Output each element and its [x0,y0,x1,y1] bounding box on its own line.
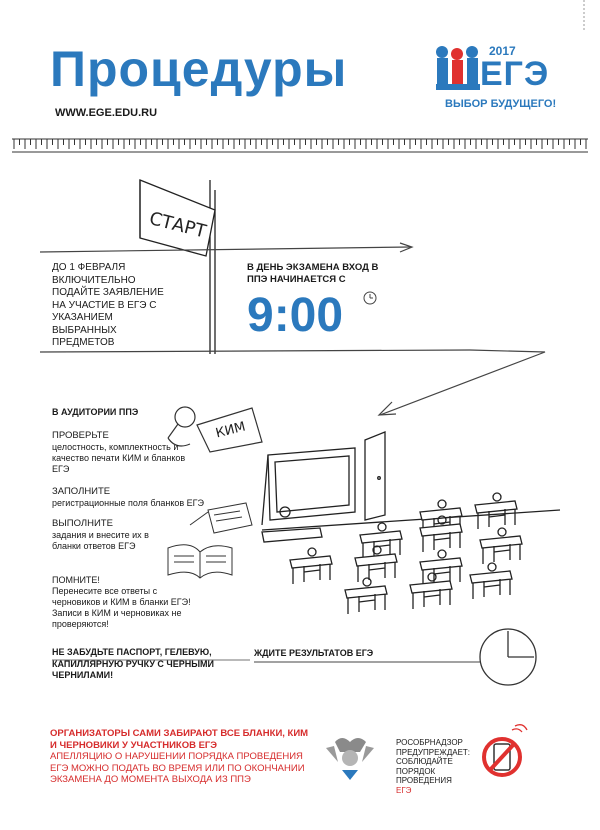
clock-large-icon [480,629,536,685]
student-desk [355,546,397,582]
deadline-text: ДО 1 ФЕВРАЛЯ ВКЛЮЧИТЕЛЬНО ПОДАЙТЕ ЗАЯВЛЕНИЕ НА УЧАСТИЕ В ЕГЭ С УКАЗАНИЕМ ВЫБРАННЫХ ПРЕДМЕТОВ [52,262,164,348]
footer-warning [50,728,310,786]
rosobrnadzor-notice [396,738,476,795]
exam-start-time: 9:00 [247,289,344,342]
rosobrnadzor-text: РОСОБРНАДЗОР ПРЕДУПРЕЖДАЕТ: СОБЛЮДАЙТЕ ПОРЯДОК ПРОВЕДЕНИЯ [396,738,471,785]
classroom-illustration [262,432,560,614]
no-phone-icon [484,725,527,775]
kim-paper-label: КИМ [214,419,248,442]
student-desk [420,516,462,552]
step-heading: ПРОВЕРЬТЕ [52,430,109,441]
step-check [52,430,202,475]
step-complete [52,518,172,552]
student-desk [480,528,522,564]
student-desk [345,578,387,614]
ege-logo-figures-icon [436,46,480,90]
student-desk [410,573,452,609]
auditorium-heading: В АУДИТОРИИ ППЭ [52,407,139,417]
step-heading: ЗАПОЛНИТЕ [52,486,111,497]
logo-slogan: ВЫБОР БУДУЩЕГО! [445,98,557,110]
wait-results-text: ЖДИТЕ РЕЗУЛЬТАТОВ ЕГЭ [254,648,374,658]
page-title: Процедуры [50,41,348,97]
student-desk [470,563,512,599]
step-heading: ВЫПОЛНИТЕ [52,518,113,529]
step-body: регистрационные поля бланков ЕГЭ [52,498,205,508]
footer-warning-body: АПЕЛЛЯЦИЮ О НАРУШЕНИИ ПОРЯДКА ПРОВЕДЕНИЯ ЕГЭ МОЖНО ПОДАТЬ ВО ВРЕМЯ ИЛИ ПО ОКОНЧАНИИ ЭКЗАМЕНА ДО МОМЕНТА ВЫХОДА ИЗ ППЭ [50,751,305,785]
exam-day-text: В ДЕНЬ ЭКЗАМЕНА ВХОД В ППЭ НАЧИНАЕТСЯ С [247,262,379,285]
logo-text: ЕГЭ [480,55,550,93]
footer-warning-bold: ОРГАНИЗАТОРЫ САМИ ЗАБИРАЮТ ВСЕ БЛАНКИ, КИМ И ЧЕРНОВИКИ У УЧАСТНИКОВ ЕГЭ [50,728,309,751]
student-desk [360,523,402,559]
remember-body: Перенесите все ответы с черновиков и КИМ в бланки ЕГЭ! Записи в КИМ и черновиках не проверяются! [52,586,191,629]
remember-heading: ПОМНИТЕ! [52,575,100,585]
clock-small-icon [364,292,376,304]
rosobrnadzor-ege: ЕГЭ [396,785,412,795]
ruler-graphic [12,139,588,152]
book-illustration [168,545,232,578]
step-body: задания и внесите их в бланки ответов ЕГЭ [52,530,149,551]
start-sign-label: СТАРТ [147,208,209,243]
student-desk [475,493,517,529]
rosobrnadzor-emblem-icon [326,738,374,780]
logo-year: 2017 [489,44,516,58]
student-desk [420,550,462,586]
step-body: целостность, комплектность и качество печати КИМ и бланков ЕГЭ [52,442,186,474]
bring-reminder: НЕ ЗАБУДЬТЕ ПАСПОРТ, ГЕЛЕВУЮ, КАПИЛЛЯРНУЮ РУЧКУ С ЧЕРНЫМИ ЧЕРНИЛАМИ! [52,647,215,680]
remember-block [52,575,207,630]
student-desk [290,548,332,584]
step-fill [52,486,212,509]
website-link[interactable]: WWW.EGE.EDU.RU [55,107,158,119]
